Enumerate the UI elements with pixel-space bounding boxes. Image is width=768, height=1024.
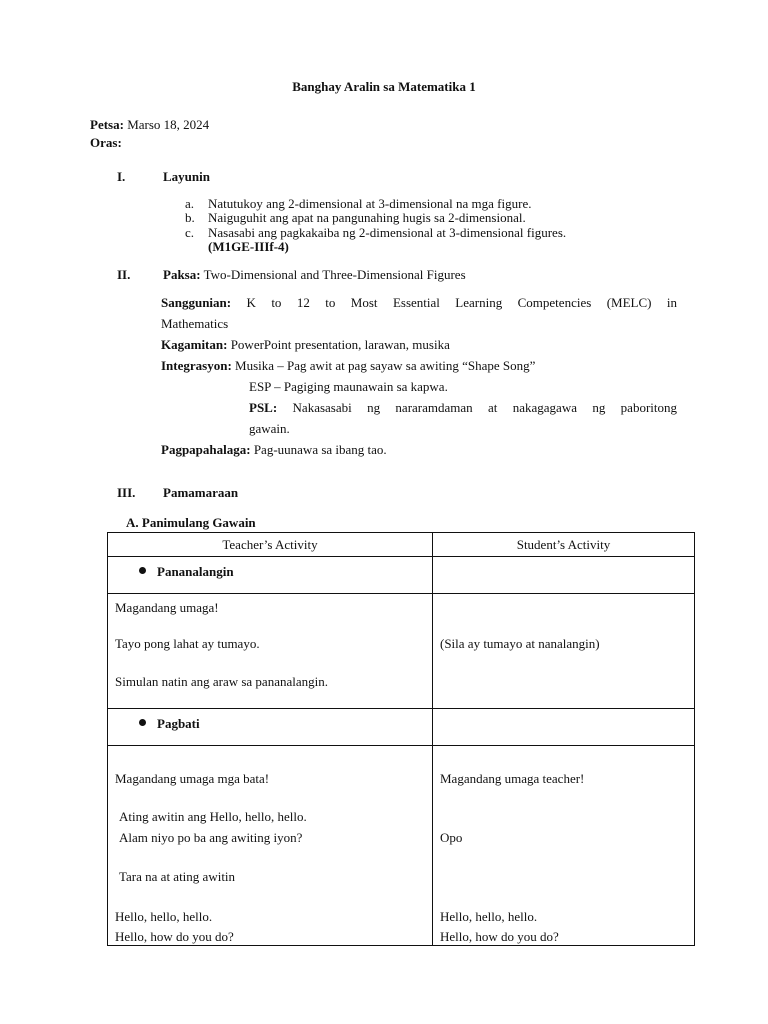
activity-table xyxy=(107,532,695,946)
table-row xyxy=(108,746,695,946)
objective-a-letter: a. xyxy=(185,196,195,211)
pananalangin-cell xyxy=(108,557,433,594)
teacher-pagbati-cell xyxy=(108,746,433,946)
student-line: Opo xyxy=(440,830,463,845)
pagpapahalaga-label: Pagpapahalaga: xyxy=(161,442,251,457)
teacher-line: Ating awitin ang Hello, hello, hello. xyxy=(119,809,307,824)
kagamitan-label: Kagamitan: xyxy=(161,337,228,352)
objective-c-letter: c. xyxy=(185,225,195,240)
oras-line xyxy=(90,135,122,151)
pagpapahalaga-line xyxy=(161,442,387,458)
oras-label: Oras: xyxy=(90,135,122,150)
section1-heading: Layunin xyxy=(163,169,210,184)
sanggunian-line xyxy=(161,295,677,311)
table-row xyxy=(108,594,695,709)
pagpapahalaga-value: Pag-uunawa sa ibang tao. xyxy=(253,442,387,457)
petsa-line xyxy=(90,117,209,133)
student-pananalangin-cell xyxy=(433,594,695,709)
integrasyon-value: Musika – Pag awit at pag sayaw sa awiting “Shape Song” xyxy=(235,358,536,373)
student-line: Hello, hello, hello. xyxy=(440,909,538,924)
sanggunian-value: K to 12 to Most Essential Learning Competencies (MELC) in xyxy=(246,295,677,310)
objective-b-letter: b. xyxy=(185,210,195,225)
psl-label: PSL: xyxy=(249,400,278,415)
objective-a-text: Natutukoy ang 2-dimensional at 3-dimensional na mga figure. xyxy=(208,196,532,211)
psl-value: Nakasasabi ng nararamdaman at nakagagawa ng paboritong xyxy=(292,400,678,415)
student-line: (Sila ay tumayo at nanalangin) xyxy=(440,636,600,651)
paksa-value: Two-Dimensional and Three-Dimensional Figures xyxy=(203,267,466,282)
teacher-line: Tayo pong lahat ay tumayo. xyxy=(115,636,260,651)
teacher-pananalangin-cell xyxy=(108,594,433,709)
petsa-label: Petsa: xyxy=(90,117,124,132)
petsa-value: Marso 18, 2024 xyxy=(127,117,210,132)
pagbati-label: Pagbati xyxy=(157,716,200,731)
sanggunian-label: Sanggunian: xyxy=(161,295,232,310)
pagbati-cell xyxy=(108,709,433,746)
section1-number: I. xyxy=(117,169,126,184)
teacher-line: Magandang umaga! xyxy=(115,600,219,615)
teacher-line: Hello, hello, hello. xyxy=(115,909,213,924)
student-pagbati-cell xyxy=(433,746,695,946)
teacher-line: Alam niyo po ba ang awiting iyon? xyxy=(119,830,303,845)
sanggunian-continuation: Mathematics xyxy=(161,316,229,331)
empty-cell xyxy=(433,709,695,746)
student-line: Magandang umaga teacher! xyxy=(440,771,585,786)
section2-number: II. xyxy=(117,267,131,282)
section3-number: III. xyxy=(117,485,136,500)
psl-line xyxy=(249,400,677,416)
kagamitan-line xyxy=(161,337,450,353)
paksa-label: Paksa: xyxy=(163,267,201,282)
section3-heading: Pamamaraan xyxy=(163,485,239,500)
kagamitan-value: PowerPoint presentation, larawan, musika xyxy=(230,337,450,352)
paksa-line xyxy=(163,267,466,283)
integrasyon-label: Integrasyon: xyxy=(161,358,232,373)
integrasyon-line xyxy=(161,358,535,374)
teacher-activity-header: Teacher’s Activity xyxy=(108,533,433,557)
student-activity-header: Student’s Activity xyxy=(433,533,695,557)
table-header-row xyxy=(108,533,695,557)
empty-cell xyxy=(433,557,695,594)
objective-b-text: Naiguguhit ang apat na pangunahing hugis sa 2-dimensional. xyxy=(208,210,526,225)
teacher-line: Simulan natin ang araw sa pananalangin. xyxy=(115,674,328,689)
table-row xyxy=(108,557,695,594)
table-row xyxy=(108,709,695,746)
bullet-icon xyxy=(139,719,146,726)
competency-code: (M1GE-IIIf-4) xyxy=(208,239,289,254)
subsection-a-heading: A. Panimulang Gawain xyxy=(126,515,256,530)
pananalangin-label: Pananalangin xyxy=(157,564,234,579)
psl-continuation: gawain. xyxy=(249,421,290,436)
esp-line: ESP – Pagiging maunawain sa kapwa. xyxy=(249,379,448,394)
teacher-line: Hello, how do you do? xyxy=(115,929,234,944)
objective-c-text: Nasasabi ang pagkakaiba ng 2-dimensional at 3-dimensional figures. xyxy=(208,225,567,240)
document-title: Banghay Aralin sa Matematika 1 xyxy=(292,79,476,94)
teacher-line: Tara na at ating awitin xyxy=(119,869,236,884)
teacher-line: Magandang umaga mga bata! xyxy=(115,771,270,786)
student-line: Hello, how do you do? xyxy=(440,929,559,944)
bullet-icon xyxy=(139,567,146,574)
